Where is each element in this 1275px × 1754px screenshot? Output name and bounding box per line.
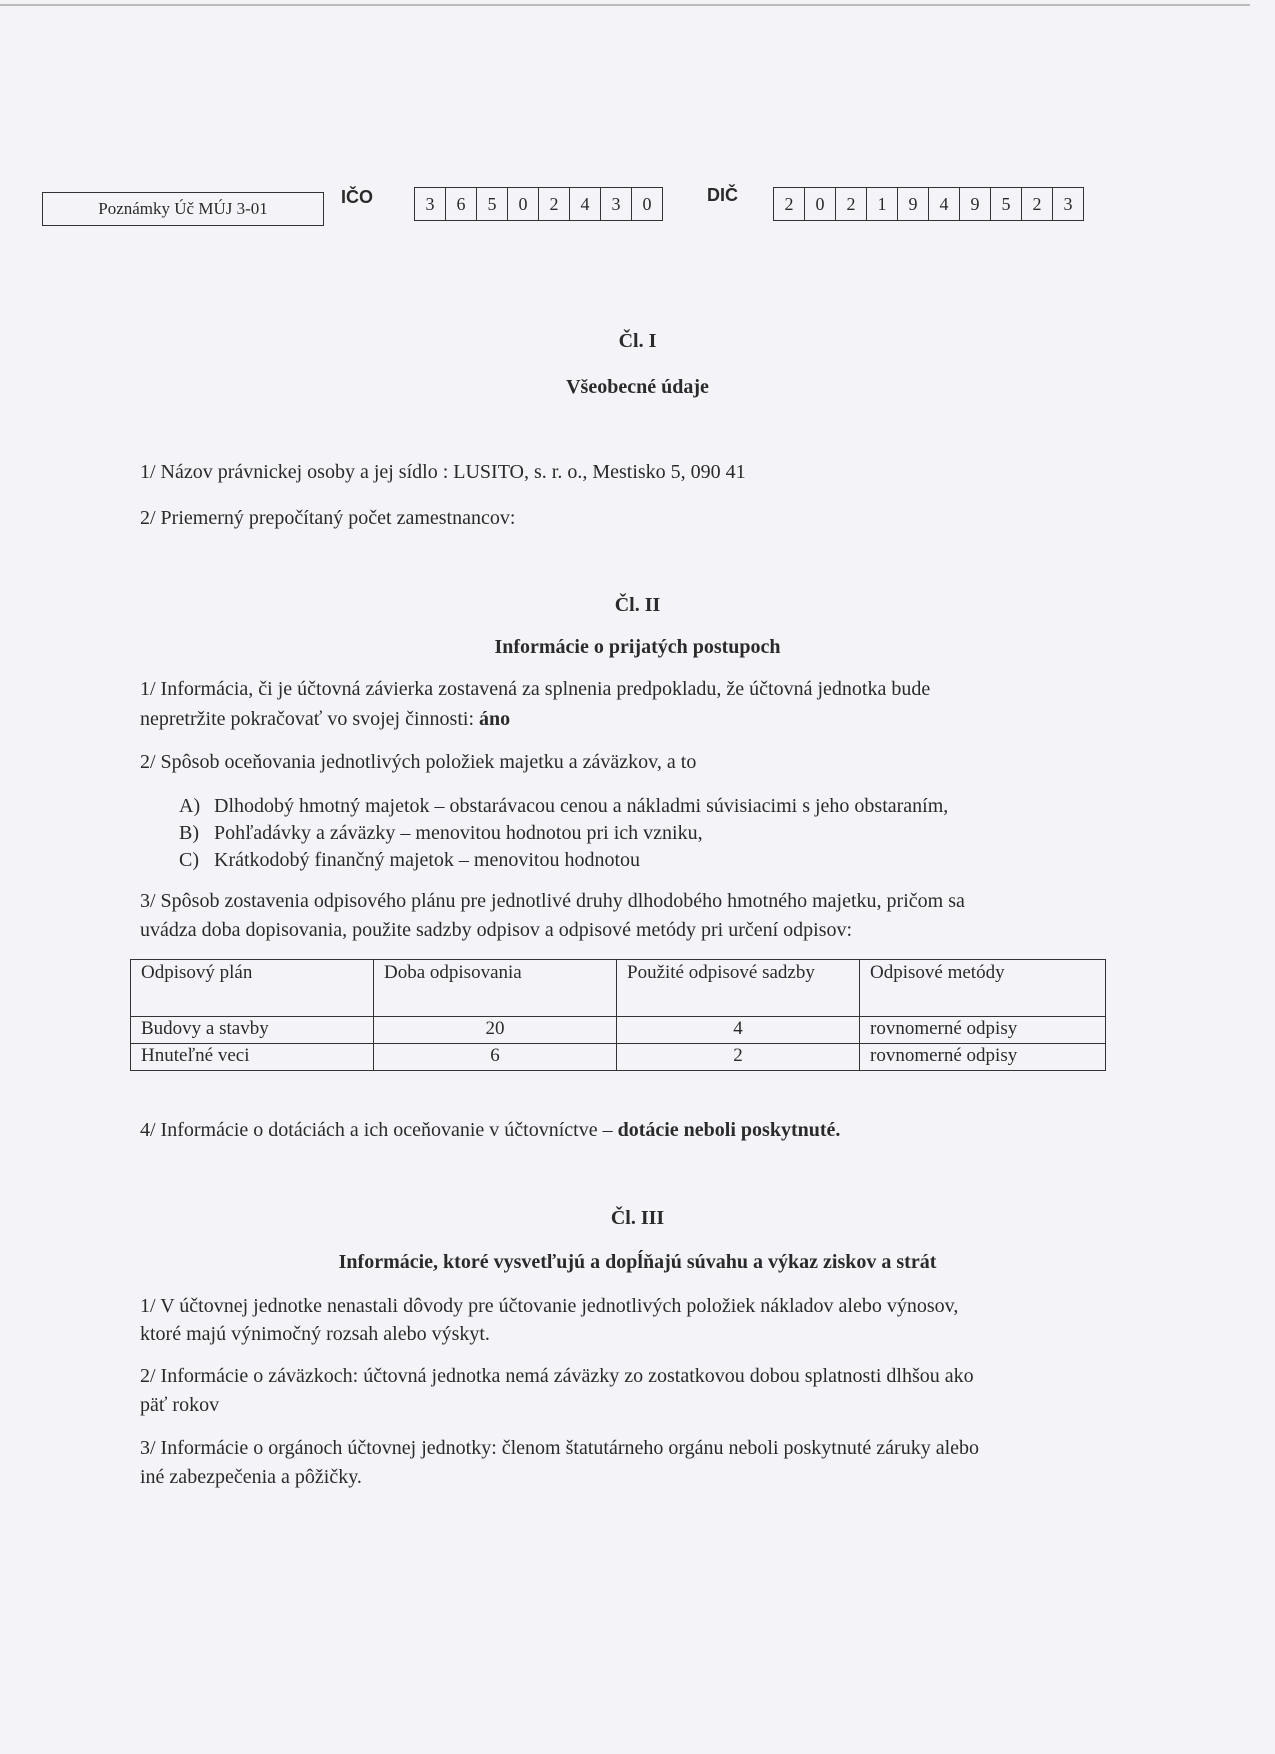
- table-cell: Budovy a stavby: [131, 1017, 374, 1044]
- s3-paragraph-1b: ktoré majú výnimočný rozsah alebo výskyt.: [140, 1323, 490, 1345]
- ico-field: [414, 187, 663, 221]
- section-1-subtitle: Všeobecné údaje: [566, 376, 709, 398]
- section-2-title: Čl. II: [614, 594, 661, 616]
- table-row: [131, 1044, 1106, 1071]
- digit-cell: 2: [774, 188, 805, 220]
- digit-cell: 9: [898, 188, 929, 220]
- list-item-letter: C): [179, 849, 199, 871]
- list-item-text: Dlhodobý hmotný majetok – obstarávacou cenou a nákladmi súvisiacimi s jeho obstaraním,: [214, 795, 949, 817]
- s2-paragraph-3a: 3/ Spôsob zostavenia odpisového plánu pre jednotlivé druhy dlhodobého hmotného majetku, pričom sa: [140, 890, 965, 912]
- digit-cell: 2: [1022, 188, 1053, 220]
- s2-p1b-text: nepretržite pokračovať vo svojej činnosti:: [140, 708, 479, 730]
- table-cell: 4: [617, 1017, 860, 1044]
- digit-cell: 0: [642, 193, 652, 214]
- digit-cell: 5: [991, 188, 1022, 220]
- section-3-subtitle: Informácie, ktoré vysvetľujú a dopĺňajú súvahu a výkaz ziskov a strát: [338, 1251, 937, 1273]
- scan-edge: [0, 4, 1250, 6]
- table-cell: Hnuteľné veci: [131, 1044, 374, 1071]
- dic-field: [773, 187, 1084, 221]
- table-header: Doba odpisovania: [374, 960, 617, 1017]
- list-item-letter: B): [179, 822, 199, 844]
- table-cell: 20: [374, 1017, 617, 1044]
- s2-p4-text: 4/ Informácie o dotáciách a ich oceňovanie v účtovníctve –: [140, 1119, 618, 1141]
- digit-cell: 0: [508, 188, 539, 220]
- digit-cell: 0: [805, 188, 836, 220]
- depreciation-table: [130, 959, 1106, 1071]
- s2-p4-answer: dotácie neboli poskytnuté.: [617, 1119, 841, 1141]
- table-header: Použité odpisové sadzby: [617, 960, 860, 1017]
- digit-cell: 3: [601, 188, 632, 220]
- digit-cell: 4: [929, 188, 960, 220]
- s3-paragraph-3b: iné zabezpečenia a pôžičky.: [140, 1466, 362, 1488]
- digit-cell: 2: [836, 188, 867, 220]
- s1-paragraph-2: 2/ Priemerný prepočítaný počet zamestnancov:: [140, 507, 516, 529]
- form-label: Poznámky Úč MÚJ 3-01: [98, 199, 268, 218]
- table-header: Odpisový plán: [131, 960, 374, 1017]
- s2-paragraph-3b: uvádza doba dopisovania, použite sadzby odpisov a odpisové metódy pri určení odpisov:: [140, 919, 853, 941]
- s3-paragraph-1a: 1/ V účtovnej jednotke nenastali dôvody pre účtovanie jednotlivých položiek nákladov alebo výnosov,: [140, 1295, 959, 1317]
- digit-cell: 9: [960, 188, 991, 220]
- table-cell: rovnomerné odpisy: [860, 1017, 1106, 1044]
- section-2-subtitle: Informácie o prijatých postupoch: [494, 636, 781, 658]
- s3-paragraph-3a: 3/ Informácie o orgánoch účtovnej jednotky: členom štatutárneho orgánu neboli poskytnuté záruky alebo: [140, 1437, 980, 1459]
- s2-paragraph-2: 2/ Spôsob oceňovania jednotlivých položiek majetku a záväzkov, a to: [140, 751, 697, 773]
- section-1-title: Čl. I: [618, 330, 657, 352]
- digit-cell: 1: [867, 188, 898, 220]
- s3-paragraph-2a: 2/ Informácie o záväzkoch: účtovná jednotka nemá záväzky zo zostatkovou dobou splatnosti dlhšou ako: [140, 1365, 974, 1387]
- digit-cell: 4: [570, 188, 601, 220]
- list-item-letter: A): [179, 795, 201, 817]
- table-header: Odpisové metódy: [860, 960, 1106, 1017]
- digit-cell: 2: [539, 188, 570, 220]
- ico-label: IČO: [341, 187, 374, 207]
- digit-cell: 3: [1063, 193, 1073, 214]
- s1-paragraph-1: 1/ Názov právnickej osoby a jej sídlo : LUSITO, s. r. o., Mestisko 5, 090 41: [140, 461, 746, 483]
- table-row: [131, 1017, 1106, 1044]
- table-header-row: [131, 960, 1106, 1017]
- s2-paragraph-4: [140, 1118, 840, 1142]
- s2-paragraph-1a: 1/ Informácia, či je účtovná závierka zostavená za splnenia predpokladu, že účtovná jednotka bude: [140, 678, 931, 700]
- list-item-text: Krátkodobý finančný majetok – menovitou hodnotou: [214, 849, 641, 871]
- digit-cell: 3: [415, 188, 446, 220]
- s3-paragraph-2b: päť rokov: [140, 1394, 220, 1416]
- digit-cell: 5: [477, 188, 508, 220]
- digit-cell: 6: [446, 188, 477, 220]
- section-3-title: Čl. III: [610, 1207, 665, 1229]
- s2-p1b-answer: áno: [479, 708, 511, 730]
- dic-label: DIČ: [707, 185, 738, 205]
- list-item-text: Pohľadávky a záväzky – menovitou hodnotou pri ich vzniku,: [214, 822, 703, 844]
- table-cell: 2: [617, 1044, 860, 1071]
- s2-paragraph-1b: [140, 707, 510, 731]
- table-cell: 6: [374, 1044, 617, 1071]
- form-label-box: [42, 192, 324, 226]
- table-cell: rovnomerné odpisy: [860, 1044, 1106, 1071]
